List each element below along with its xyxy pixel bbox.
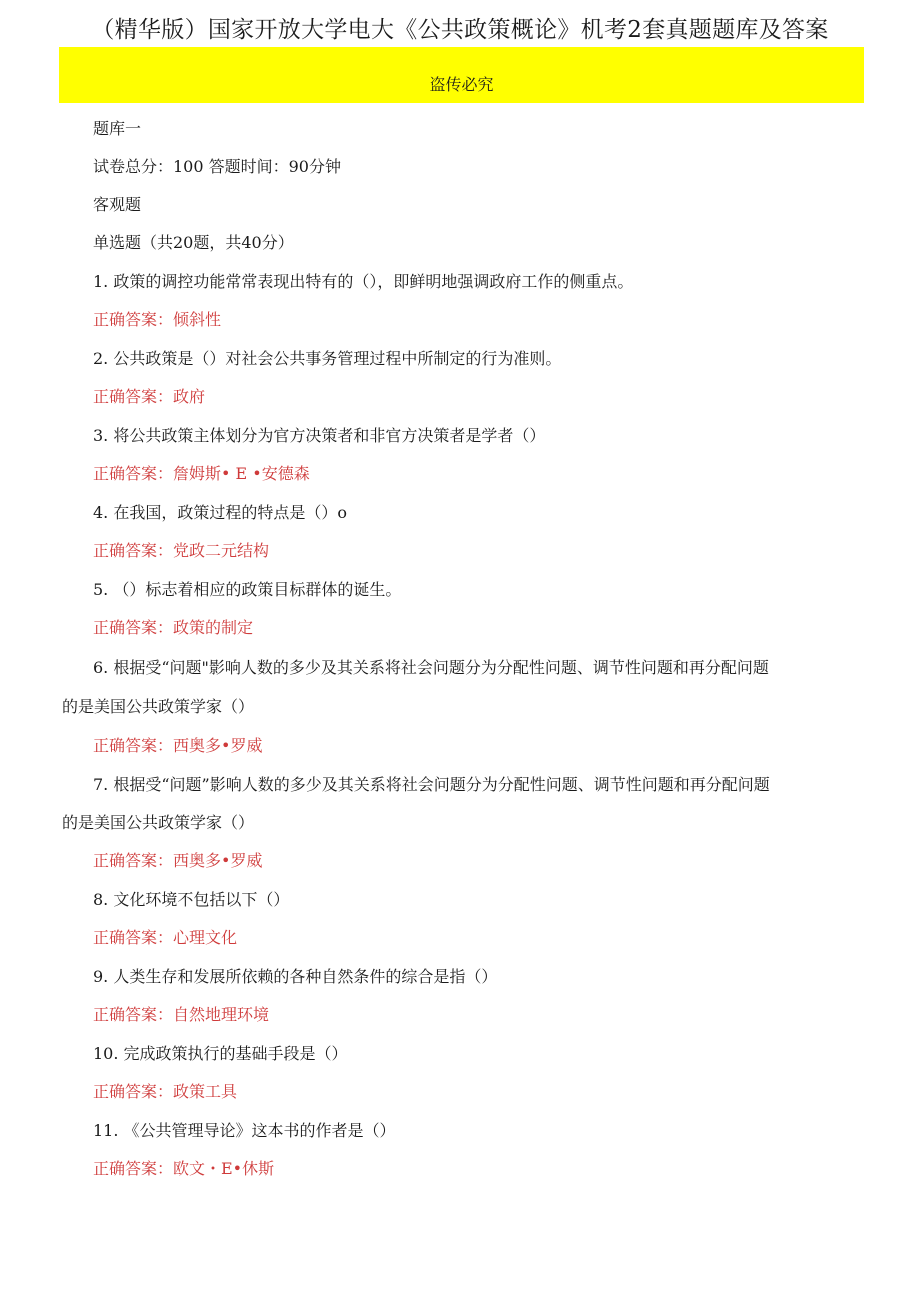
question-bank-heading: 题库一 <box>93 119 142 138</box>
answer-text: 正确答案：党政二元结构 <box>93 541 270 560</box>
warning-banner <box>59 47 864 103</box>
question-text: 10. 完成政策执行的基础手段是（） <box>93 1044 348 1063</box>
answer-text: 正确答案：詹姆斯• E •安德森 <box>93 464 310 483</box>
banner-text: 盗传必究 <box>429 75 494 94</box>
answer-text: 正确答案：西奥多•罗威 <box>93 736 263 755</box>
answer-text: 正确答案：政策工具 <box>93 1082 238 1101</box>
question-text: 8. 文化环境不包括以下（） <box>93 890 290 909</box>
question-text-continued: 的是美国公共政策学家（） <box>62 697 255 716</box>
answer-text: 正确答案：政策的制定 <box>93 618 254 637</box>
answer-text: 正确答案：倾斜性 <box>93 310 222 329</box>
question-text: 2. 公共政策是（）对社会公共事务管理过程中所制定的行为准则。 <box>93 349 562 368</box>
document-title: （精华版）国家开放大学电大《公共政策概论》机考2套真题题库及答案 <box>91 17 829 43</box>
answer-text: 正确答案：自然地理环境 <box>93 1005 270 1024</box>
question-text: 7. 根据受“问题”影响人数的多少及其关系将社会问题分为分配性问题、调节性问题和再分配问题 <box>93 775 770 794</box>
answer-text: 正确答案：政府 <box>93 387 206 406</box>
question-text: 6. 根据受“问题"影响人数的多少及其关系将社会问题分为分配性问题、调节性问题和再分配问题 <box>93 658 769 677</box>
subsection-heading: 单选题（共20题，共40分） <box>93 233 294 252</box>
question-text: 9. 人类生存和发展所依赖的各种自然条件的综合是指（） <box>93 967 498 986</box>
question-text: 5. （）标志着相应的政策目标群体的诞生。 <box>93 580 402 599</box>
section-heading: 客观题 <box>93 195 142 214</box>
answer-text: 正确答案：西奥多•罗威 <box>93 851 263 870</box>
question-text: 3. 将公共政策主体划分为官方决策者和非官方决策者是学者（） <box>93 426 546 445</box>
answer-text: 正确答案：心理文化 <box>93 928 238 947</box>
question-text: 1. 政策的调控功能常常表现出特有的（），即鲜明地强调政府工作的侧重点。 <box>93 272 634 291</box>
exam-info: 试卷总分：100 答题时间：90分钟 <box>93 157 341 176</box>
answer-text: 正确答案：欧文・E•休斯 <box>93 1159 275 1178</box>
question-text: 4. 在我国，政策过程的特点是（）o <box>93 503 347 522</box>
question-text: 11. 《公共管理导论》这本书的作者是（） <box>93 1121 396 1140</box>
question-text-continued: 的是美国公共政策学家（） <box>62 813 255 832</box>
